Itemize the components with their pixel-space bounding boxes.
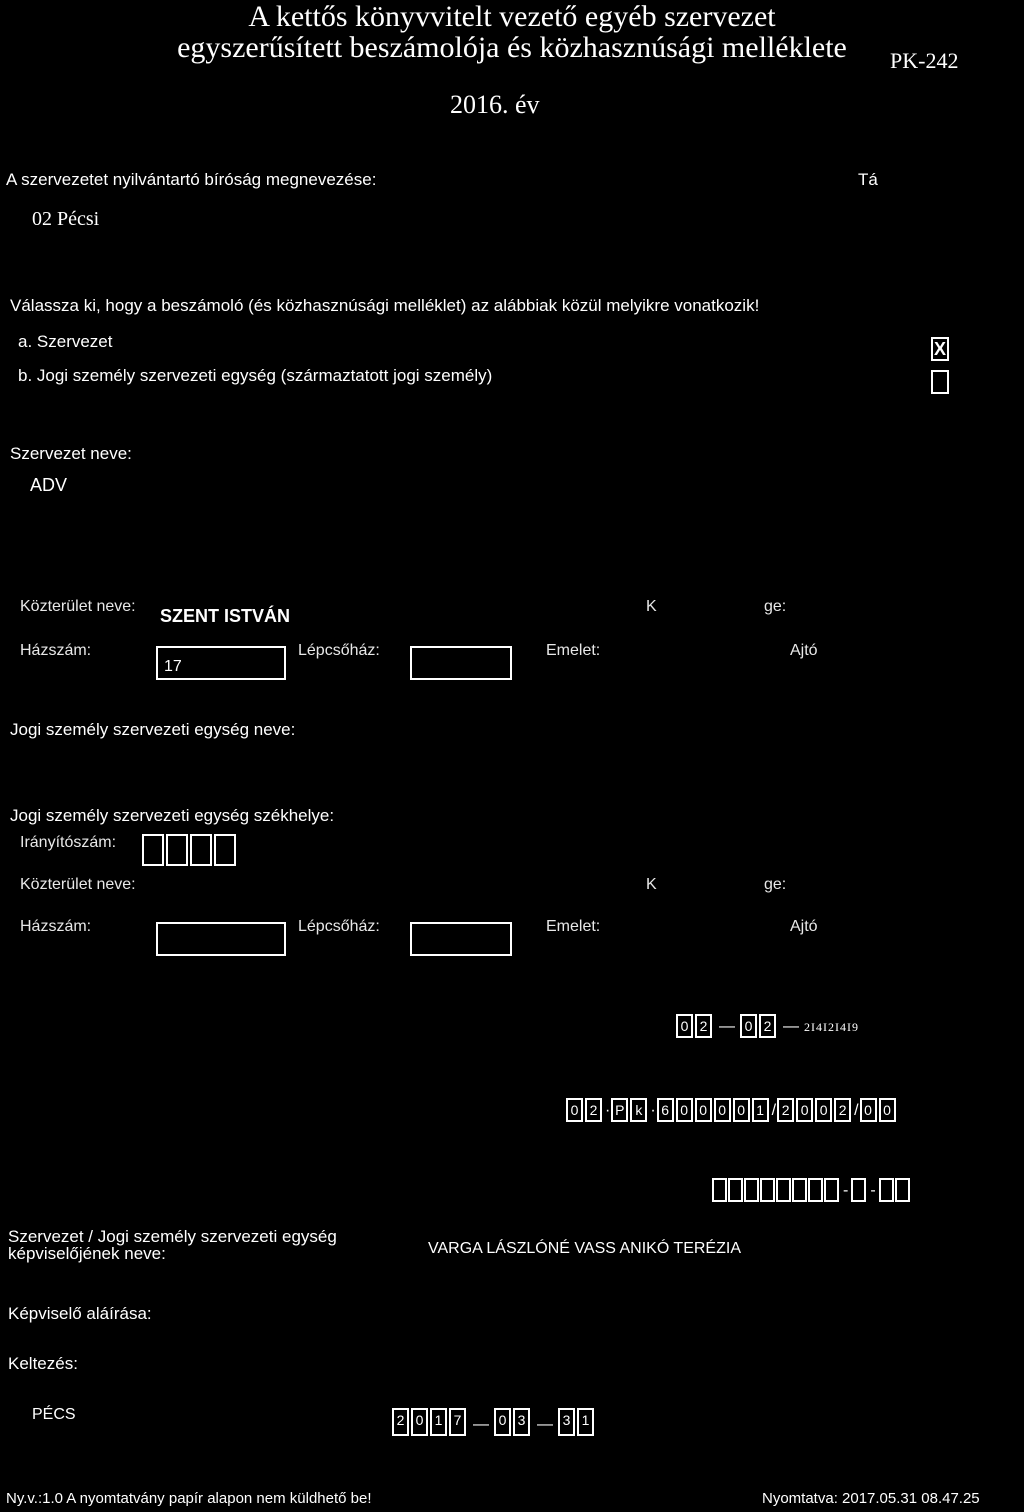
tax-cell[interactable] — [776, 1178, 791, 1202]
unit-staircase-field[interactable] — [410, 922, 512, 956]
id-cell: 0 — [740, 1014, 757, 1038]
reg-cell: 1 — [752, 1098, 769, 1122]
rep-name-value: VARGA LÁSZLÓNÉ VASS ANIKÓ TERÉZIA — [428, 1240, 741, 1257]
tax-cell[interactable] — [824, 1178, 839, 1202]
zip-cell[interactable] — [190, 834, 212, 866]
floor-label: Emelet: — [546, 642, 601, 659]
reg-cell: 0 — [695, 1098, 712, 1122]
tax-cell[interactable] — [851, 1178, 866, 1202]
reg-cell: 0 — [815, 1098, 832, 1122]
registration-number-row — [566, 1098, 898, 1122]
scope-question: Válassza ki, hogy a beszámoló (és közhasznúsági melléklet) az alábbiak közül melyikre vonatkozik! — [10, 296, 760, 315]
street-label: Közterület neve: — [20, 598, 136, 615]
tax-cell[interactable] — [808, 1178, 823, 1202]
date-cell: 3 — [513, 1408, 530, 1436]
unit-name-label: Jogi személy szervezeti egység neve: — [10, 720, 296, 739]
zip-cells[interactable] — [142, 834, 238, 866]
reg-cell: 6 — [657, 1098, 674, 1122]
court-value: 02 Pécsi — [32, 208, 100, 230]
house-number-label: Házszám: — [20, 642, 92, 659]
footer-version: Ny.v.:1.0 A nyomtatvány papír alapon nem küldhető be! — [6, 1490, 372, 1507]
option-b-label: b. Jogi személy szervezeti egység (származtatott jogi személy) — [18, 366, 493, 385]
court-label: A szervezetet nyilvántartó bíróság megnevezése: — [6, 170, 377, 189]
reg-slash: / — [771, 1102, 777, 1119]
street-type-label: K — [646, 598, 657, 615]
option-a-checkbox[interactable]: X — [931, 337, 949, 361]
rep-label-line2: képviselőjének neve: — [8, 1244, 166, 1263]
option-a-label: a. Szervezet — [18, 332, 113, 351]
option-b-checkbox[interactable] — [931, 370, 949, 394]
signature-label: Képviselő aláírása: — [8, 1304, 152, 1323]
reg-slash: / — [854, 1102, 859, 1119]
unit-seat-label: Jogi személy szervezeti egység székhelye: — [10, 806, 335, 825]
form-title-line1: A kettős könyvvitelt vezető egyéb szervezet — [248, 0, 776, 33]
form-title-line2: egyszerűsített beszámolója és közhasznúsági melléklete — [177, 31, 847, 64]
id-cell: 0 — [676, 1014, 693, 1038]
date-label: Keltezés: — [8, 1354, 78, 1373]
zip-cell[interactable] — [214, 834, 236, 866]
staircase-field[interactable] — [410, 646, 512, 680]
zip-label: Irányítószám: — [20, 834, 117, 851]
reg-dot: · — [650, 1102, 656, 1119]
date-cell: 7 — [449, 1408, 466, 1436]
house-number-field[interactable] — [156, 646, 286, 680]
court-code-row — [676, 1014, 859, 1038]
tax-cell[interactable] — [728, 1178, 743, 1202]
staircase-label: Lépcsőház: — [298, 642, 380, 659]
date-cell: 1 — [430, 1408, 447, 1436]
reg-cell: 2 — [834, 1098, 851, 1122]
reg-cell: 0 — [714, 1098, 731, 1122]
tax-cell[interactable] — [879, 1178, 894, 1202]
id-tail: 2I4I2I4I9 — [804, 1020, 859, 1034]
tax-cell[interactable] — [744, 1178, 759, 1202]
unit-street-type-label: K — [646, 876, 657, 893]
date-cell: 1 — [577, 1408, 594, 1436]
street-type-suffix-label: ge: — [764, 598, 787, 615]
date-place: PÉCS — [32, 1406, 76, 1423]
unit-street-type-suffix-label: ge: — [764, 876, 787, 893]
id-separator: — — [719, 1018, 735, 1035]
tax-cell[interactable] — [895, 1178, 910, 1202]
reg-cell: 0 — [733, 1098, 750, 1122]
tax-cell[interactable] — [760, 1178, 775, 1202]
house-number-value: 17 — [164, 658, 182, 675]
unit-street-label: Közterület neve: — [20, 876, 136, 893]
form-year: 2016. év — [450, 90, 540, 119]
reg-cell: 0 — [566, 1098, 583, 1122]
reg-dot: · — [605, 1102, 611, 1119]
unit-house-number-field[interactable] — [156, 922, 286, 956]
date-separator: — — [473, 1416, 489, 1433]
rep-label-line1: Szervezet / Jogi személy szervezeti egység — [8, 1227, 337, 1246]
date-row — [392, 1408, 596, 1436]
unit-house-number-label: Házszám: — [20, 918, 92, 935]
tax-dash: - — [843, 1182, 849, 1199]
id-separator: — — [783, 1018, 799, 1035]
street-value: SZENT ISTVÁN — [160, 606, 291, 626]
org-name-value: ADV — [30, 475, 68, 495]
reg-cell: 2 — [585, 1098, 602, 1122]
reg-cell: 0 — [879, 1098, 896, 1122]
unit-floor-label: Emelet: — [546, 918, 601, 935]
form-code: PK-242 — [890, 48, 959, 73]
door-label: Ajtó — [790, 642, 818, 659]
tax-cell[interactable] — [792, 1178, 807, 1202]
date-separator: — — [537, 1416, 553, 1433]
org-name-label: Szervezet neve: — [10, 444, 132, 463]
unit-door-label: Ajtó — [790, 918, 818, 935]
reg-cell: 0 — [860, 1098, 877, 1122]
tax-cell[interactable] — [712, 1178, 727, 1202]
date-cell: 3 — [558, 1408, 575, 1436]
zip-cell[interactable] — [166, 834, 188, 866]
date-cell: 2 — [392, 1408, 409, 1436]
footer-printed: Nyomtatva: 2017.05.31 08.47.25 — [762, 1490, 980, 1507]
zip-cell[interactable] — [142, 834, 164, 866]
reg-cell: 2 — [777, 1098, 794, 1122]
date-cell: 0 — [411, 1408, 428, 1436]
reg-cell: k — [630, 1098, 647, 1122]
reg-cell: P — [611, 1098, 628, 1122]
tax-number-row[interactable] — [712, 1178, 911, 1202]
tax-dash: - — [870, 1182, 876, 1199]
id-cell: 2 — [695, 1014, 712, 1038]
court-tab-label: Tá — [858, 170, 878, 189]
date-cell: 0 — [494, 1408, 511, 1436]
reg-cell: 0 — [796, 1098, 813, 1122]
reg-cell: 0 — [676, 1098, 693, 1122]
id-cell: 2 — [759, 1014, 776, 1038]
unit-staircase-label: Lépcsőház: — [298, 918, 380, 935]
